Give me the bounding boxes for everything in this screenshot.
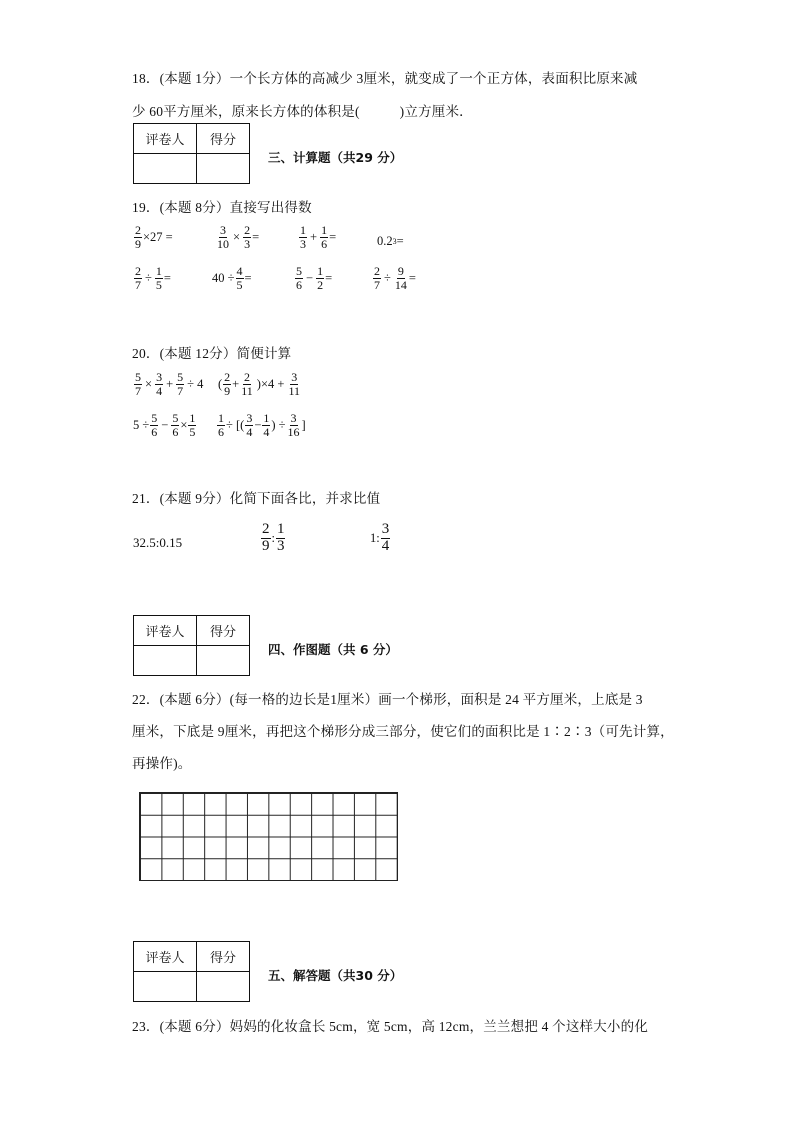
q19-expr-b: $\frac{3}{10}$ × $\frac{2}{3}$ = (217, 223, 260, 251)
q23-line1: 23．(本题 6分）妈妈的化妆盒长 5cm，宽 5cm，高 12cm，兰兰想把 4 个这样大小的化 (132, 1019, 649, 1034)
section-title-5: 五、解答题（共30 分） (268, 968, 403, 983)
q21-ratio-3: 1: $\frac{3}{4}$ (370, 521, 390, 554)
grader-cell[interactable] (134, 646, 197, 676)
q18-line2: 少 60平方厘米，原来长方体的体积是( )立方厘米． (132, 104, 473, 119)
score-box (133, 615, 250, 676)
q20-expr-1: $\frac{5}{7}$ × $\frac{3}{4}$ + $\frac{5}{7}$ ÷ 4 (135, 370, 204, 398)
q19-expr-g: $\frac{5}{6}$ − $\frac{1}{2}$ = (296, 264, 333, 292)
q22-line1: 22．(本题 6分）(每一格的边长是1厘米）画一个梯形，面积是 24 平方厘米，上底是 3 (132, 692, 643, 707)
score-cell[interactable] (197, 154, 250, 184)
q18-line1: 18．(本题 1分）一个长方体的高减少 3厘米，就变成了一个正方体，表面积比原来减 (132, 71, 638, 86)
grader-cell[interactable] (134, 972, 197, 1002)
q19-expr-h: $\frac{2}{7}$ ÷ $\frac{9}{14}$ = (374, 264, 416, 292)
q22-line2: 厘米，下底是 9厘米，再把这个梯形分成三部分，使它们的面积比是 1∶2∶3（可先计算， (132, 724, 674, 739)
score-label: 得分 (197, 942, 250, 972)
q19-expr-d: 0.2 3 = (377, 234, 404, 248)
grader-label: 评卷人 (134, 124, 197, 154)
q21-ratio-2: $\frac{2}{9}$ : $\frac{1}{3}$ (262, 521, 285, 554)
q19-expr-f: 40 ÷ $\frac{4}{5}$ = (212, 264, 252, 292)
score-box (133, 123, 250, 184)
score-box (133, 941, 250, 1002)
q19-expr-a: $\frac{2}{9}$ ×27 = (135, 223, 173, 251)
q19-expr-c: $\frac{1}{3}$ + $\frac{1}{6}$ = (300, 223, 337, 251)
q21-ratio-1: 32.5:0.15 (133, 535, 183, 550)
score-label: 得分 (197, 616, 250, 646)
grader-cell[interactable] (134, 154, 197, 184)
score-cell[interactable] (197, 646, 250, 676)
grader-label: 评卷人 (134, 616, 197, 646)
q19-expr-e: $\frac{2}{7}$ ÷ $\frac{1}{5}$ = (135, 264, 171, 292)
score-label: 得分 (197, 124, 250, 154)
q19-title: 19．(本题 8分）直接写出得数 (132, 200, 312, 215)
score-cell[interactable] (197, 972, 250, 1002)
q20-expr-2: ( $\frac{2}{9}$ + $\frac{2}{11}$ )×4 + $\frac{3}{11}$ (218, 370, 300, 398)
drawing-grid[interactable] (139, 792, 398, 881)
q20-expr-4: $\frac{1}{6}$ ÷ [( $\frac{3}{4}$ − $\frac{1}{4}$ ) ÷ $\frac{3}{16}$ ] (218, 411, 306, 439)
section-title-4: 四、作图题（共 6 分） (268, 642, 398, 657)
q20-expr-3: 5 ÷ $\frac{5}{6}$ − $\frac{5}{6}$ × $\frac{1}{5}$ (133, 411, 196, 439)
q21-title: 21．(本题 9分）化简下面各比，并求比值 (132, 491, 381, 506)
section-title-3: 三、计算题（共29 分） (268, 150, 403, 165)
q22-line3: 再操作)。 (132, 756, 192, 771)
q20-title: 20．(本题 12分）简便计算 (132, 346, 292, 361)
grader-label: 评卷人 (134, 942, 197, 972)
